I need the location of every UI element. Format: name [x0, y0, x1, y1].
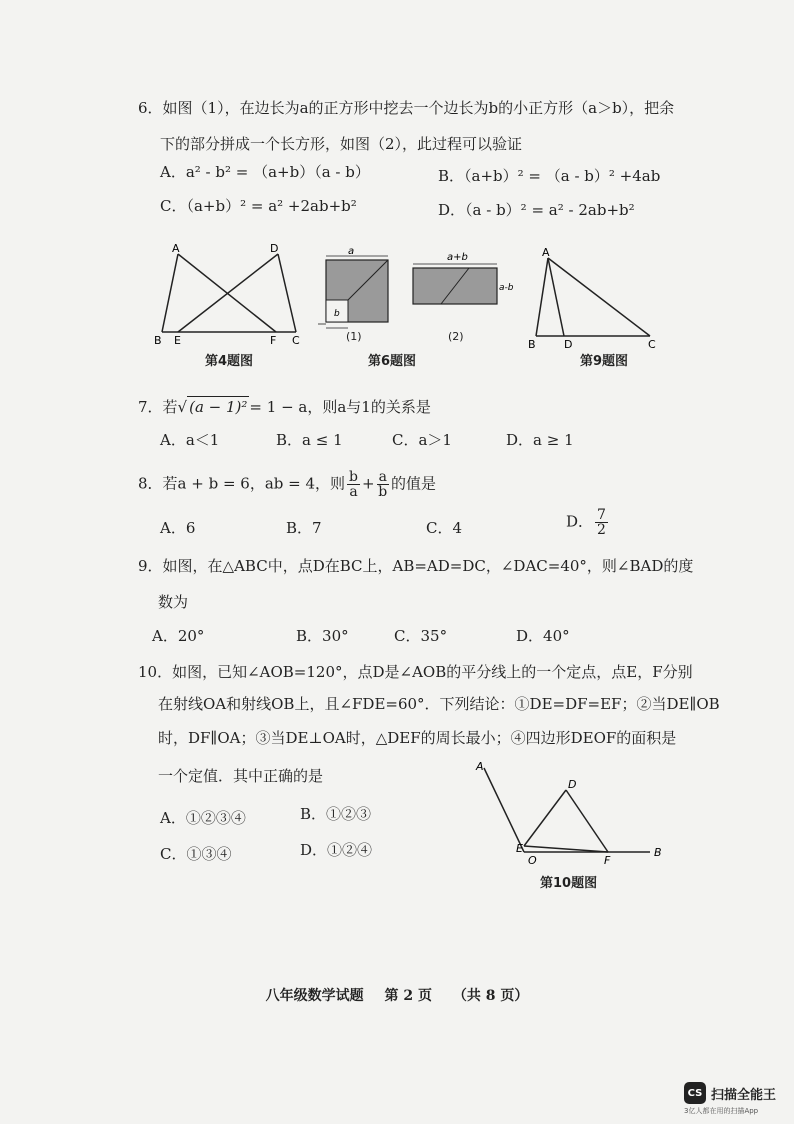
- figure-6-2: [405, 250, 520, 330]
- fig4-label-f: F: [270, 334, 277, 347]
- fig10-label-a: A: [476, 760, 484, 773]
- footer-page: 第 2 页: [384, 988, 432, 1004]
- q8-option-d-prefix: D．: [566, 512, 594, 531]
- q10-line3: 时，DF∥OA；③当DE⊥OA时，△DEF的周长最小；④四边形DEOF的面积是: [158, 729, 677, 747]
- fig4-label-e: E: [174, 334, 181, 347]
- fig9-caption: 第9题图: [580, 354, 629, 369]
- fig4-label-b: B: [154, 334, 162, 347]
- q8-option-c: C．4: [426, 519, 463, 537]
- q8-plus: +: [362, 474, 375, 493]
- fig10-caption: 第10题图: [540, 876, 598, 891]
- scanner-app-name: 扫描全能王: [711, 1087, 777, 1103]
- footer-total: （共 8 页）: [452, 988, 529, 1004]
- q9-option-d: D．40°: [516, 627, 570, 645]
- scanner-watermark: [684, 1082, 776, 1104]
- q7-option-b: B．a ≤ 1: [276, 431, 343, 449]
- q9-line2: 数为: [158, 593, 189, 611]
- q6-option-a: A．a² - b² = （a+b）（a - b）: [160, 163, 370, 181]
- figure-10: [470, 760, 675, 870]
- q8-option-a: A．6: [160, 519, 196, 537]
- q10-option-c: C．①③④: [160, 845, 232, 863]
- q7-stem: [138, 396, 431, 417]
- q6-line2: 下的部分拼成一个长方形，如图（2），此过程可以验证: [160, 135, 523, 153]
- q6-option-d: D．（a - b）² = a² - 2ab+b²: [438, 201, 635, 219]
- q8-suffix: 的值是: [390, 474, 436, 493]
- figure-6-1: [310, 244, 400, 344]
- fig10-label-o: O: [528, 854, 537, 867]
- q6-option-b: B．（a+b）² = （a - b）² +4ab: [438, 167, 661, 185]
- fig4-label-a: A: [172, 242, 180, 255]
- q10-option-b: B．①②③: [300, 805, 372, 823]
- fig10-label-f: F: [604, 854, 611, 867]
- fig10-label-b: B: [654, 846, 662, 859]
- q8-prefix: 8．若a + b = 6，ab = 4，则: [138, 474, 346, 493]
- fig10-label-e: E: [516, 842, 523, 855]
- q9-line1: 9．如图，在△ABC中，点D在BC上，AB=AD=DC，∠DAC=40°，则∠BAD的度: [138, 557, 694, 575]
- q8-fraction-b-over-a: $\frac{b}{a}$: [349, 469, 359, 500]
- scanner-tagline: 3亿人都在用的扫描App: [684, 1107, 759, 1115]
- footer-subject: 八年级数学试题: [265, 988, 364, 1004]
- fig6-label-apb: a+b: [447, 252, 468, 263]
- q7-prefix: 7．若: [138, 398, 178, 416]
- q7-option-d: D．a ≥ 1: [506, 431, 574, 449]
- q10-line2: 在射线OA和射线OB上，且∠FDE=60°．下列结论：①DE=DF=EF；②当DE∥OB: [158, 695, 720, 713]
- q8-option-d: [566, 508, 610, 537]
- fig4-label-c: C: [292, 334, 300, 347]
- fig9-label-d: D: [564, 338, 573, 350]
- figure-4: [150, 240, 310, 350]
- fig6-sub1-label: (1): [346, 330, 362, 343]
- q10-line4: 一个定值．其中正确的是: [158, 767, 324, 785]
- q10-option-a: A．①②③④: [160, 809, 246, 827]
- fig4-caption: 第4题图: [205, 354, 254, 369]
- q10-line1: 10．如图，已知∠AOB=120°，点D是∠AOB的平分线上的一个定点，点E，F分别: [138, 663, 693, 681]
- q8-option-d-fraction: $\frac{7}{2}$: [597, 507, 606, 538]
- q8-fraction-a-over-b: $\frac{a}{b}$: [378, 469, 388, 500]
- fig6-sub2-label: (2): [448, 330, 464, 343]
- q7-suffix: = 1 − a，则a与1的关系是: [249, 398, 431, 416]
- fig6-label-amb: a-b: [499, 283, 514, 293]
- fig4-label-d: D: [270, 242, 279, 255]
- page-footer: [0, 985, 794, 1005]
- q7-radicand: (a − 1)²: [189, 398, 248, 416]
- q10-option-d: D．①②④: [300, 841, 373, 859]
- q6-option-c: C．（a+b）² = a² +2ab+b²: [160, 197, 357, 215]
- q9-option-a: A．20°: [152, 627, 205, 645]
- fig6-label-b1: b: [334, 309, 340, 319]
- q9-option-c: C．35°: [394, 627, 448, 645]
- q7-option-c: C．a＞1: [392, 431, 452, 449]
- camscanner-logo-icon: CS: [684, 1082, 706, 1104]
- q8-stem: [138, 470, 436, 499]
- fig9-label-a: A: [542, 246, 550, 259]
- fig9-label-b: B: [528, 338, 536, 350]
- q7-option-a: A．a＜1: [160, 431, 220, 449]
- fig6-caption: 第6题图: [368, 354, 417, 369]
- figure-9: [524, 244, 664, 350]
- fig6-label-a: a: [348, 246, 355, 257]
- q7-sqrt-symbol: √: [177, 398, 188, 416]
- fig10-label-d: D: [568, 778, 577, 791]
- fig9-label-c: C: [648, 338, 656, 350]
- q8-option-b: B．7: [286, 519, 322, 537]
- q6-line1: 6．如图（1），在边长为a的正方形中挖去一个边长为b的小正方形（a＞b），把余: [138, 99, 675, 117]
- q9-option-b: B．30°: [296, 627, 349, 645]
